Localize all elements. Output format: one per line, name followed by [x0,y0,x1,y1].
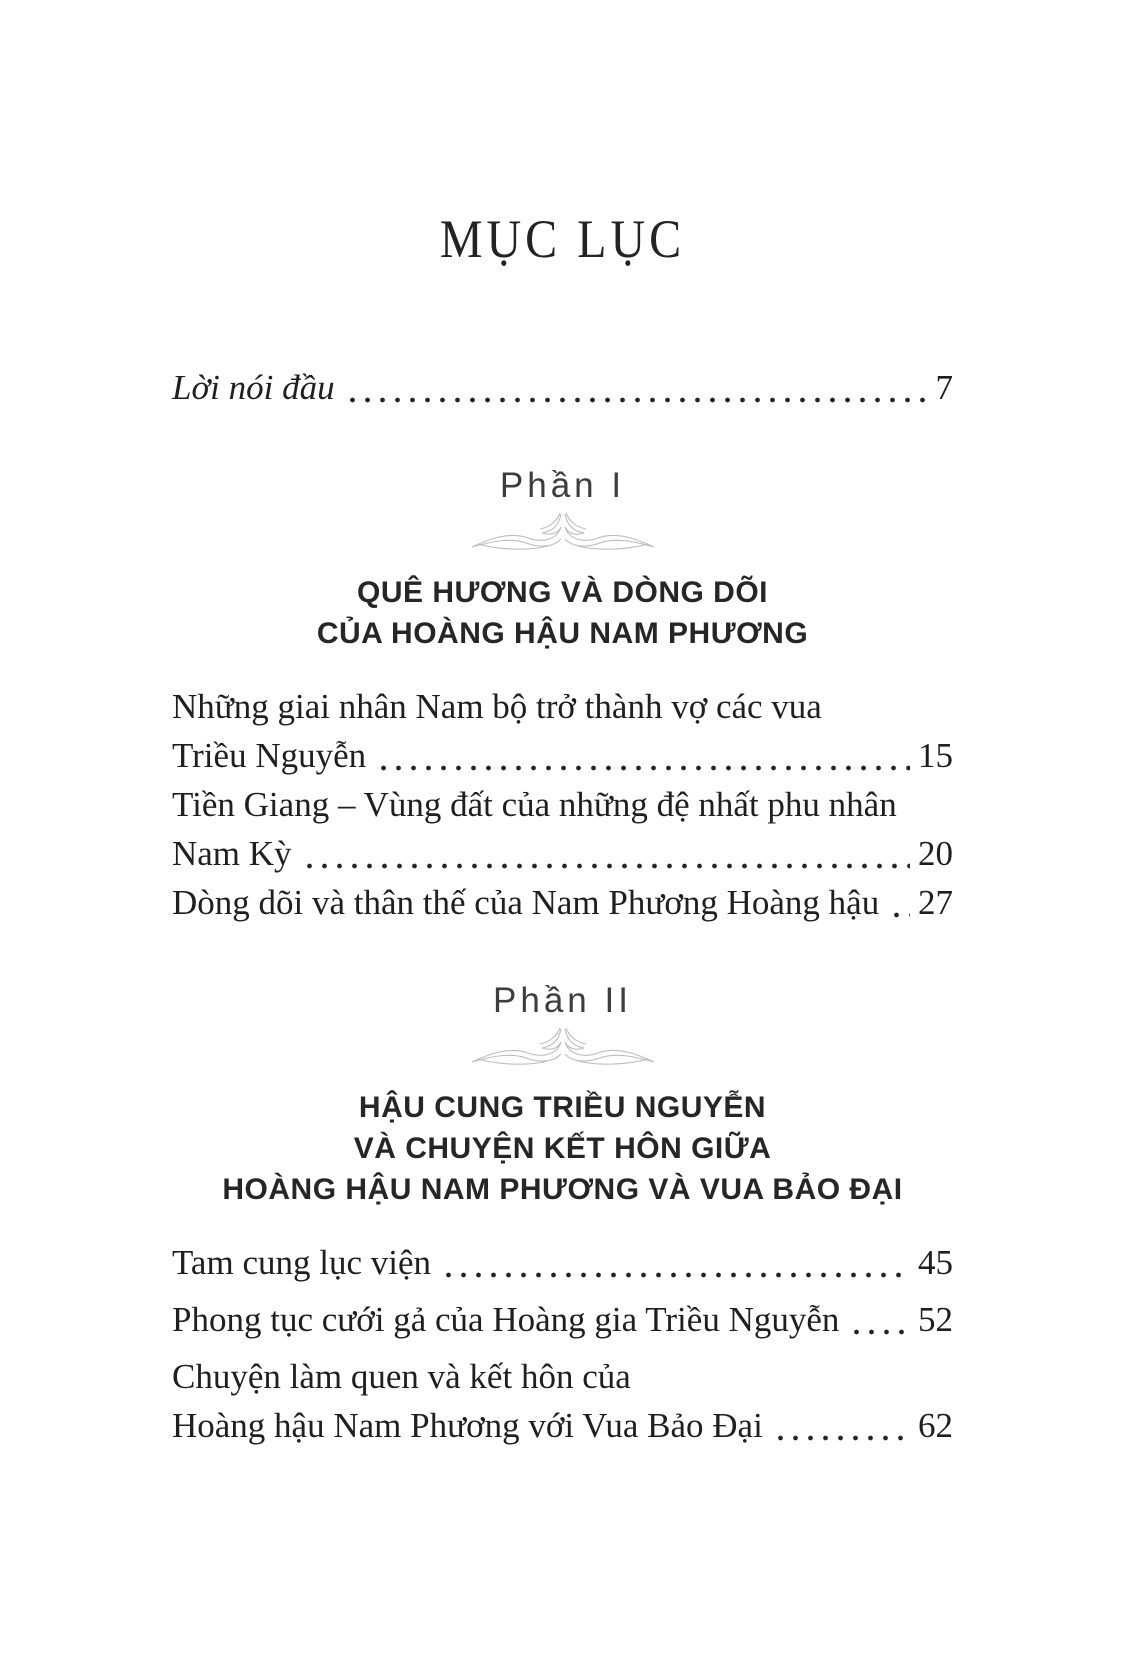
toc-page-number: 7 [935,368,953,407]
dot-leader [889,912,910,918]
toc-entry [172,878,953,927]
toc-entry [172,1238,953,1287]
flourish-ornament [172,1025,953,1071]
toc-entry [172,780,953,878]
dot-leader [849,1329,910,1335]
toc-entry-text: Dòng dõi và thân thế của Nam Phương Hoàng hậu [172,883,880,922]
dot-leader [376,765,910,771]
flourish-ornament [172,510,953,556]
section-heading-line: HẬU CUNG TRIỀU NGUYỄN [358,1091,767,1124]
toc-entry-text: Tam cung lục viện [172,1243,431,1282]
toc-entries-part-2 [172,1238,953,1450]
page-title: MỤC LỤC [439,209,686,270]
toc-page-number: 27 [918,883,953,922]
dot-leader [345,397,928,403]
section-heading-line: HOÀNG HẬU NAM PHƯƠNG VÀ VUA BẢO ĐẠI [222,1173,903,1206]
section-heading-2 [172,1087,953,1210]
toc-entry [172,1295,953,1344]
part-label-2: Phần II [493,981,632,1020]
section-heading-1 [172,572,953,654]
toc-entry-text: Phong tục cưới gả của Hoàng gia Triều Nguyễn [172,1300,840,1339]
toc-entry-text: Hoàng hậu Nam Phương với Vua Bảo Đại [172,1406,763,1445]
toc-entry-text: Chuyện làm quen và kết hôn của [172,1357,631,1396]
toc-entry-text: Những giai nhân Nam bộ trở thành vợ các vua [172,687,822,726]
toc-entry-preface [172,363,953,412]
toc-page-number: 62 [918,1406,953,1445]
section-heading-line: QUÊ HƯƠNG VÀ DÒNG DÕI [356,576,768,609]
section-heading-line: VÀ CHUYỆN KẾT HÔN GIỮA [353,1132,772,1165]
toc-page-number: 45 [918,1243,953,1282]
toc-entry-text: Tiền Giang – Vùng đất của những đệ nhất phu nhân [172,785,897,824]
toc-page-number: 15 [918,736,953,775]
dot-leader [441,1272,910,1278]
dot-leader [773,1435,910,1441]
toc-entry [172,1352,953,1450]
flourish-icon [458,510,668,556]
toc-page-number: 52 [918,1300,953,1339]
toc-entry-text: Triều Nguyễn [172,736,367,775]
toc-entry [172,682,953,780]
dot-leader [302,863,910,869]
part-label-1: Phần I [499,466,626,505]
toc-page-number: 20 [918,834,953,873]
toc-entries-part-1 [172,682,953,927]
section-heading-line: CỦA HOÀNG HẬU NAM PHƯƠNG [316,617,809,650]
preface-label: Lời nói đầu [172,368,335,407]
toc-entry-text: Nam Kỳ [172,834,292,873]
flourish-icon [458,1025,668,1071]
